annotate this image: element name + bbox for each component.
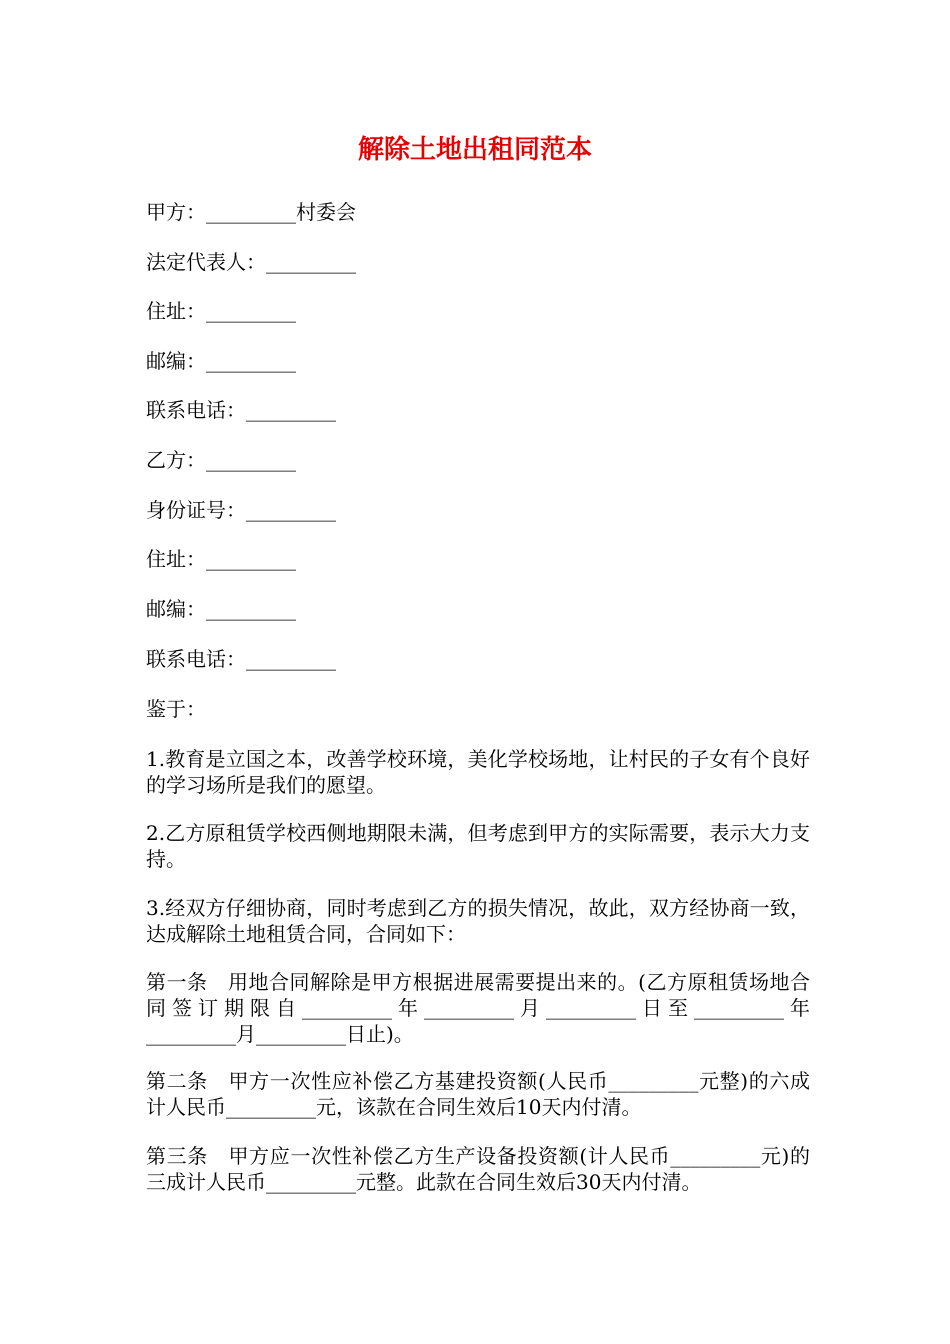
party-a-address: 住址：_________ xyxy=(146,299,296,323)
party-a-legal-rep: 法定代表人：_________ xyxy=(146,250,356,274)
party-b-id-number: 身份证号：_________ xyxy=(146,498,336,522)
whereas-item-2: 2.乙方原租赁学校西侧地期限未满，但考虑到甲方的实际需要，表示大力支持。 xyxy=(146,821,810,871)
party-b-address: 住址：_________ xyxy=(146,547,296,571)
party-b-phone: 联系电话：_________ xyxy=(146,647,336,671)
whereas-item-1: 1.教育是立国之本，改善学校环境，美化学校场地，让村民的子女有个良好的学习场所是我们的愿望。 xyxy=(146,747,810,797)
article-2: 第二条 甲方一次性应补偿乙方基建投资额(人民币_________元整)的六成计人民币_________元，该款在合同生效后10天内付清。 xyxy=(146,1069,810,1119)
party-a-phone: 联系电话：_________ xyxy=(146,398,336,422)
party-b-name: 乙方：_________ xyxy=(146,448,296,472)
whereas-heading: 鉴于： xyxy=(146,697,206,721)
whereas-item-3: 3.经双方仔细协商，同时考虑到乙方的损失情况，故此，双方经协商一致，达成解除土地租赁合同，合同如下： xyxy=(146,896,810,946)
party-a-name: 甲方：_________村委会 xyxy=(146,200,356,224)
article-3: 第三条 甲方应一次性补偿乙方生产设备投资额(计人民币_________元)的三成计人民币_________元整。此款在合同生效后30天内付清。 xyxy=(146,1144,810,1194)
article-1: 第一条 用地合同解除是甲方根据进展需要提出来的。(乙方原租赁场地合同签订期限自_________年_________月_________日至_________年_________月_________日止)。 xyxy=(146,970,810,1046)
document-title: 解除土地出租同范本 xyxy=(357,135,592,165)
party-b-postcode: 邮编：_________ xyxy=(146,597,296,621)
party-a-postcode: 邮编：_________ xyxy=(146,349,296,373)
